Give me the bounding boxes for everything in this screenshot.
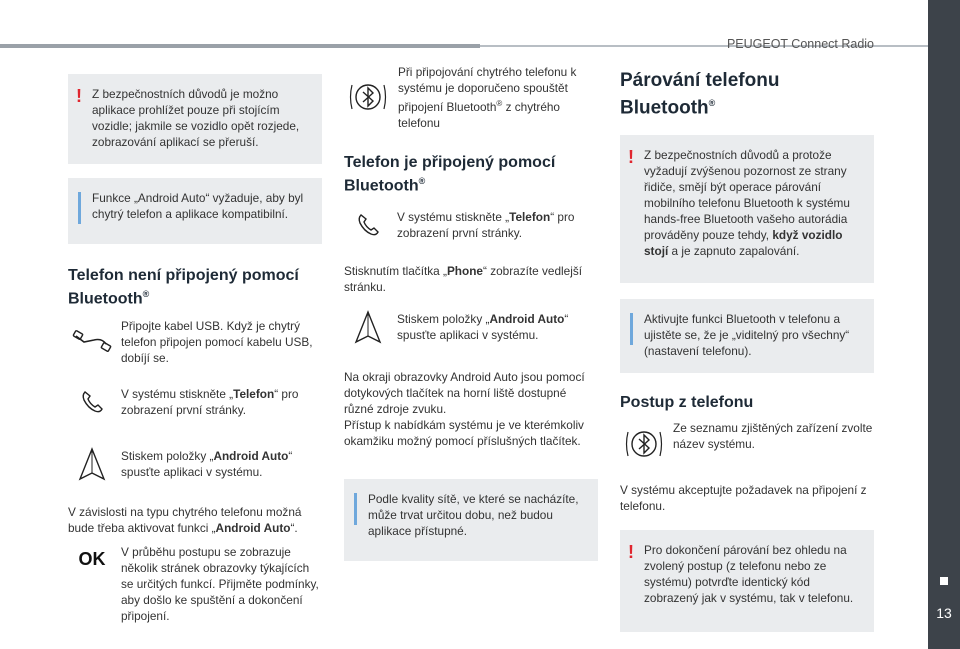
ok-icon: OK — [78, 548, 106, 569]
section-title: Telefon není připojený pomocí Bluetooth® — [68, 267, 299, 308]
paragraph: V systému akceptujte požadavek na připojení z telefonu. — [620, 483, 867, 514]
step-text: Stiskem položky „Android Auto“ spusťte aplikaci v systému. — [121, 449, 293, 480]
warning-icon: ! — [628, 542, 634, 563]
step-text: Při připojování chytrého telefonu k systému je doporučeno spouštět připojení Bluetooth® z chytrého telefonu — [398, 65, 577, 130]
warning-text: Z bezpečnostních důvodů je možno aplikace prohlížet pouze při stojícím vozidle; jakmile se vozidlo opět rozjede, zobrazování aplikací se přeruší. — [92, 87, 300, 149]
step-text: V průběhu postupu se zobrazuje několik stránek obrazovky týkajících se určitých funkcí. Přijměte podmínky, aby došlo ke spuštění a dokončení připojení. — [121, 545, 319, 624]
android-auto-icon — [344, 307, 392, 347]
warning-icon: ! — [628, 147, 634, 168]
page-mark — [940, 577, 948, 585]
column-1 — [68, 74, 322, 624]
column-3 — [620, 70, 874, 632]
step-phone — [68, 382, 322, 422]
warning-text: Pro dokončení párování bez ohledu na zvolený postup (z telefonu nebo ze systému) potvrďte identický kód zobrazený jak v systému, tak v telefonu. — [644, 543, 854, 606]
step-ok — [68, 544, 322, 624]
warning-box — [68, 74, 322, 164]
bluetooth-icon — [344, 64, 392, 130]
bluetooth-icon — [620, 420, 668, 468]
info-box — [344, 479, 598, 561]
step-text: Stiskem položky „Android Auto“ spusťte aplikaci v systému. — [397, 312, 569, 343]
step-text: V systému stiskněte „Telefon“ pro zobrazení první stránky. — [397, 210, 575, 241]
info-box — [68, 178, 322, 244]
page-section-title: Párování telefonu Bluetooth® — [620, 70, 780, 119]
paragraph: V závislosti na typu chytrého telefonu možná bude třeba aktivovat funkci „Android Auto“. — [68, 505, 302, 536]
warning-box — [620, 135, 874, 283]
header-title: PEUGEOT Connect Radio — [726, 37, 874, 51]
usb-cable-icon — [68, 322, 116, 362]
step-android — [344, 307, 598, 347]
info-icon — [354, 493, 357, 525]
page-number: 13 — [936, 605, 952, 621]
info-box — [620, 299, 874, 373]
info-text: Aktivujte funkci Bluetooth v telefonu a ujistěte se, že je „viditelný pro všechny“ (nastavení telefonu). — [644, 312, 850, 359]
page-side-strip — [928, 0, 960, 649]
info-icon — [78, 192, 81, 224]
info-icon — [630, 313, 633, 345]
step-phone — [344, 205, 598, 245]
info-text: Funkce „Android Auto“ vyžaduje, aby byl chytrý telefon a aplikace kompatibilní. — [92, 191, 304, 221]
subsection-title: Postup z telefonu — [620, 394, 754, 412]
phone-icon — [68, 382, 116, 422]
warning-icon: ! — [76, 86, 82, 106]
paragraph: Na okraji obrazovky Android Auto jsou pomocí dotykových tlačítek na horní liště dostupné různé zdroje zvuku. — [344, 370, 585, 417]
step-text: Ze seznamu zjištěných zařízení zvolte název systému. — [673, 421, 873, 452]
paragraph: Stisknutím tlačítka „Phone“ zobrazíte vedlejší stránku. — [344, 264, 583, 295]
paragraph: Přístup k nabídkám systému je ve kterémkoliv okamžiku možný pomocí příslušných tlačítek. — [344, 418, 584, 449]
info-text: Podle kvality sítě, ve které se nacházíte, může trvat určitou dobu, než budou aplikace přístupné. — [368, 492, 579, 539]
step-usb — [68, 318, 322, 366]
step-text: V systému stiskněte „Telefon“ pro zobrazení první stránky. — [121, 387, 299, 418]
warning-box — [620, 530, 874, 632]
step-android — [68, 444, 322, 484]
header-rule — [0, 44, 480, 48]
section-title: Telefon je připojený pomocí Bluetooth® — [344, 153, 556, 195]
warning-text: Z bezpečnostních důvodů a protože vyžadují zvýšenou pozornost ze strany řidiče, smějí být operace párování mobilního telefonu Bluetooth k systému hands-free Bluetooth vašeho autorádia prováděny pouze tehdy, když vozidlo stojí a je zapnuto zapalování. — [644, 148, 850, 259]
phone-icon — [344, 205, 392, 245]
step-bluetooth — [620, 420, 874, 468]
step-text: Připojte kabel USB. Když je chytrý telefon připojen pomocí kabelu USB, dobíjí se. — [121, 319, 313, 366]
bt-recommendation — [344, 64, 598, 131]
column-2 — [344, 64, 598, 561]
android-auto-icon — [68, 444, 116, 484]
